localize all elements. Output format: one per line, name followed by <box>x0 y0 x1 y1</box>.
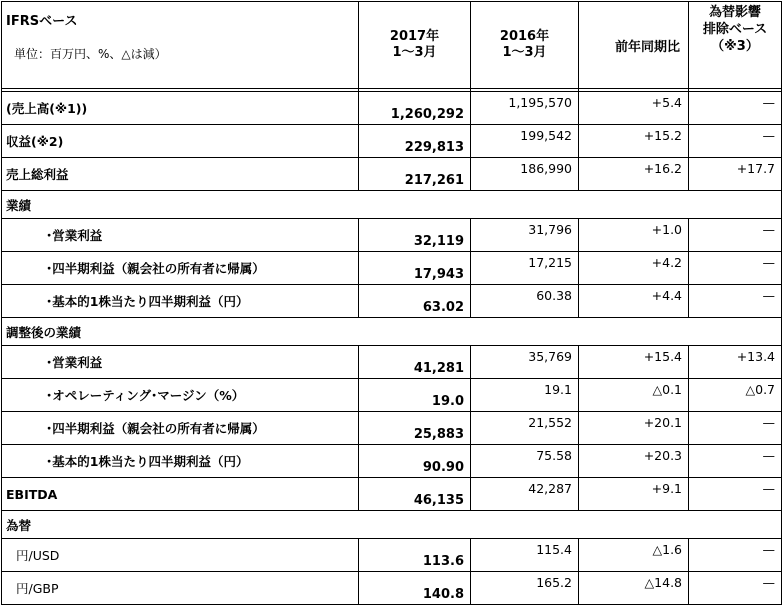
value-2017: 90.90 <box>359 445 471 478</box>
value-fx: — <box>689 219 782 252</box>
section-title: 業績 <box>2 191 782 219</box>
value-yoy: +5.4 <box>579 92 689 125</box>
row-label: 収益(※2) <box>2 125 359 158</box>
value-2017: 1,260,292 <box>359 92 471 125</box>
value-2017: 41,281 <box>359 346 471 379</box>
value-fx: — <box>689 285 782 318</box>
table-row <box>2 379 782 412</box>
value-yoy: △0.1 <box>579 379 689 412</box>
value-2016: 115.4 <box>471 539 579 572</box>
row-label: EBITDA <box>2 478 359 511</box>
financial-results-table <box>1 1 782 605</box>
value-2017: 113.6 <box>359 539 471 572</box>
section-fx-header <box>2 511 782 539</box>
table-row <box>2 219 782 252</box>
value-yoy: +4.4 <box>579 285 689 318</box>
table-row <box>2 572 782 605</box>
row-label: ･基本的1株当たり四半期利益（円） <box>2 445 359 478</box>
header-unit: 単位：百万円、%、△は減） <box>14 47 167 61</box>
value-2017: 140.8 <box>359 572 471 605</box>
table-row <box>2 346 782 379</box>
section-adjusted-header <box>2 318 782 346</box>
section-title: 調整後の業績 <box>2 318 782 346</box>
row-label: ･オペレーティング･マージン（%） <box>2 379 359 412</box>
row-label: ･四半期利益（親会社の所有者に帰属） <box>2 252 359 285</box>
section-results-header <box>2 191 782 219</box>
table-row <box>2 412 782 445</box>
table-row <box>2 539 782 572</box>
value-fx: +13.4 <box>689 346 782 379</box>
row-label: ･営業利益 <box>2 346 359 379</box>
value-2017: 19.0 <box>359 379 471 412</box>
value-fx: +17.7 <box>689 158 782 191</box>
value-fx: △0.7 <box>689 379 782 412</box>
value-fx: — <box>689 125 782 158</box>
value-2016: 19.1 <box>471 379 579 412</box>
value-yoy: +16.2 <box>579 158 689 191</box>
header-yoy: 前年同期比 <box>579 2 689 89</box>
value-fx: — <box>689 539 782 572</box>
row-label: ･四半期利益（親会社の所有者に帰属） <box>2 412 359 445</box>
table-row <box>2 445 782 478</box>
value-fx: — <box>689 572 782 605</box>
value-2016: 35,769 <box>471 346 579 379</box>
value-yoy: +20.3 <box>579 445 689 478</box>
value-2017: 25,883 <box>359 412 471 445</box>
header-2017: 2017年 1～3月 <box>359 2 471 89</box>
value-2016: 186,990 <box>471 158 579 191</box>
table-header-row <box>2 2 782 89</box>
value-yoy: +15.4 <box>579 346 689 379</box>
value-fx: — <box>689 412 782 445</box>
value-2016: 42,287 <box>471 478 579 511</box>
value-yoy: +1.0 <box>579 219 689 252</box>
row-label: (売上高(※1)) <box>2 92 359 125</box>
row-label: 円/USD <box>2 539 359 572</box>
value-yoy: +9.1 <box>579 478 689 511</box>
value-2017: 229,813 <box>359 125 471 158</box>
value-2016: 31,796 <box>471 219 579 252</box>
value-fx: — <box>689 252 782 285</box>
header-title: IFRSベース <box>6 14 78 29</box>
value-fx: — <box>689 445 782 478</box>
value-2017: 63.02 <box>359 285 471 318</box>
table-row <box>2 125 782 158</box>
value-2017: 46,135 <box>359 478 471 511</box>
table-row <box>2 158 782 191</box>
value-2016: 165.2 <box>471 572 579 605</box>
value-yoy: △1.6 <box>579 539 689 572</box>
row-label: ･基本的1株当たり四半期利益（円） <box>2 285 359 318</box>
value-fx: — <box>689 478 782 511</box>
row-label: 売上総利益 <box>2 158 359 191</box>
section-title: 為替 <box>2 511 782 539</box>
value-2016: 199,542 <box>471 125 579 158</box>
value-yoy: +20.1 <box>579 412 689 445</box>
header-fx-adjusted: 為替影響 排除ベース （※3） <box>689 2 782 89</box>
row-label: ･営業利益 <box>2 219 359 252</box>
table-row <box>2 92 782 125</box>
value-yoy: +15.2 <box>579 125 689 158</box>
value-2016: 60.38 <box>471 285 579 318</box>
table-row <box>2 252 782 285</box>
value-2017: 217,261 <box>359 158 471 191</box>
value-yoy: △14.8 <box>579 572 689 605</box>
value-2017: 17,943 <box>359 252 471 285</box>
value-fx: — <box>689 92 782 125</box>
value-yoy: +4.2 <box>579 252 689 285</box>
value-2016: 75.58 <box>471 445 579 478</box>
row-label: 円/GBP <box>2 572 359 605</box>
value-2016: 1,195,570 <box>471 92 579 125</box>
value-2016: 17,215 <box>471 252 579 285</box>
value-2017: 32,119 <box>359 219 471 252</box>
ebitda-row <box>2 478 782 511</box>
header-2016: 2016年 1～3月 <box>471 2 579 89</box>
value-2016: 21,552 <box>471 412 579 445</box>
header-title-cell <box>2 2 359 89</box>
table-row <box>2 285 782 318</box>
